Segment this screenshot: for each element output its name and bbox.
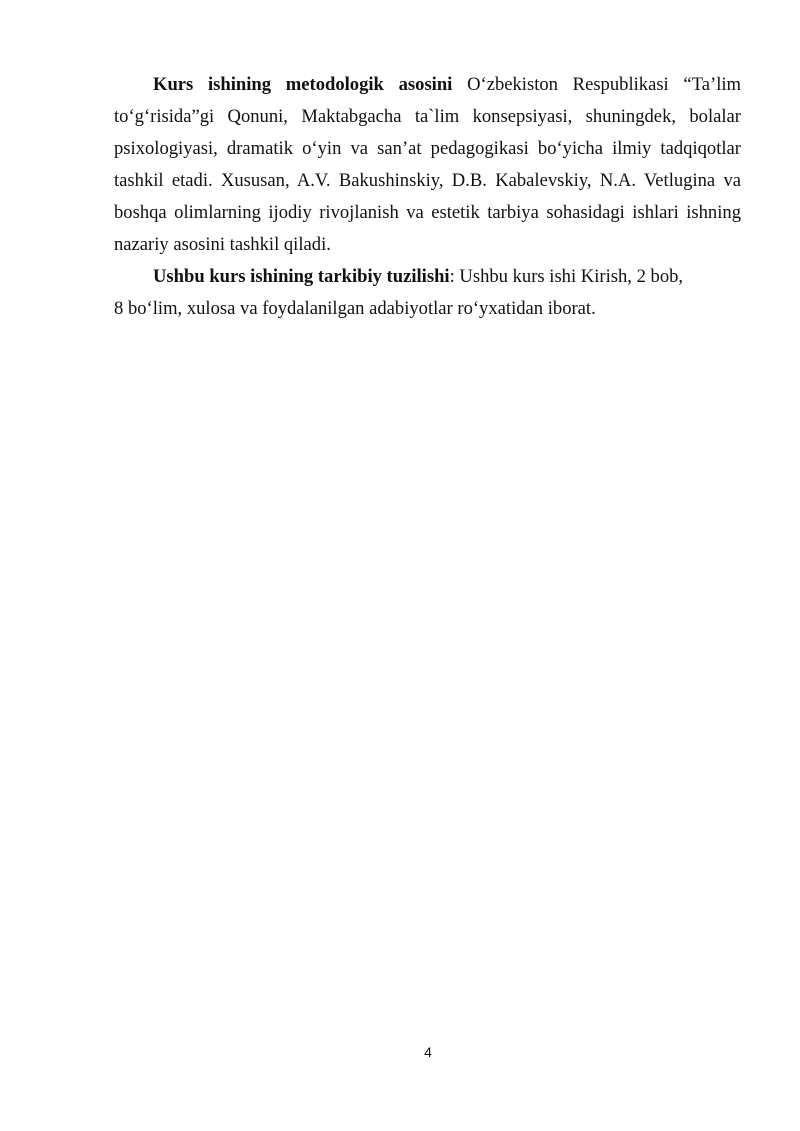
methodology-text: O‘zbekiston Respublikasi “Ta’lim to‘g‘risida”gi Qonuni, Maktabgacha ta`lim konsepsiyasi, shuningdek, bolalar psixologiyasi, dramatik o‘yin va san’at pedagogikasi bo‘yicha ilmiy tadqiqotlar tashkil etadi. Xususan, A.V. Bakushinskiy, D.B. Kabalevskiy, N.A. Vetlugina va boshqa olimlarning ijodiy rivojlanish va estetik tarbiya sohasidagi ishlari ishning nazariy asosini tashkil qiladi. bbox=[114, 74, 741, 255]
structure-line-1 bbox=[114, 261, 741, 293]
structure-text-1: : Ushbu kurs ishi Kirish, 2 bob, bbox=[449, 266, 684, 287]
body-text bbox=[114, 69, 741, 325]
structure-heading: Ushbu kurs ishining tarkibiy tuzilishi bbox=[153, 266, 450, 287]
paragraph-structure bbox=[114, 261, 741, 325]
structure-line-2: 8 bo‘lim, xulosa va foydalanilgan adabiyotlar ro‘yxatidan iborat. bbox=[114, 298, 596, 319]
page-number: 4 bbox=[424, 1044, 432, 1060]
paragraph-methodology bbox=[114, 69, 741, 261]
methodology-heading: Kurs ishining metodologik asosini bbox=[153, 74, 453, 95]
